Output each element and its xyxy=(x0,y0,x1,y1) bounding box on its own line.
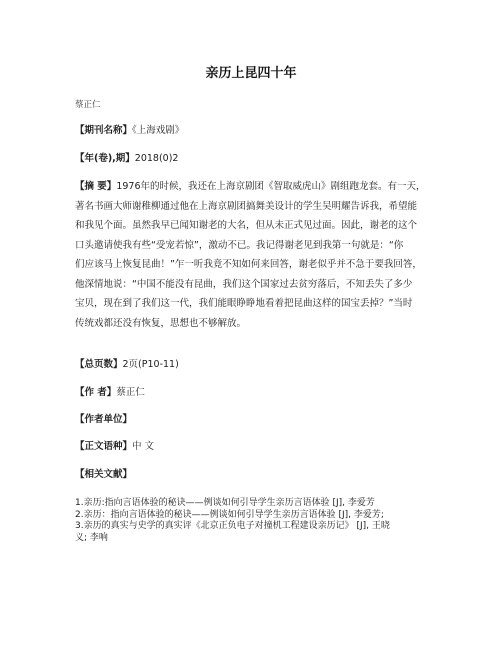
page-title: 亲历上昆四十年 xyxy=(205,66,297,81)
author-label: 【作 者】 xyxy=(75,387,117,398)
pages-field xyxy=(75,355,430,375)
pages-value: 2页(P10-11) xyxy=(122,359,179,370)
unit-field xyxy=(75,410,430,430)
related-field xyxy=(75,465,430,485)
abstract-line: 们应该马上恢复昆曲！”乍一听我竟不知如何来回答，谢老似乎并不急于要我回答， xyxy=(75,259,422,270)
year-field xyxy=(75,149,430,169)
reference-item: 3.亲历的真实与史学的真实评《北京正负电子对撞机工程建设亲历记》 [J], 王晓 xyxy=(75,521,390,531)
author-line: 蔡正仁 xyxy=(75,100,101,110)
pages-label: 【总页数】 xyxy=(75,359,123,370)
related-label: 【相关文献】 xyxy=(75,469,133,480)
abstract-line: 【摘 要】1976年的时候，我还在上海京剧团《智取威虎山》剧组跑龙套。有一天， xyxy=(75,181,426,192)
abstract-line: 宝贝，现在到了我们这一代，我们能眼睁睁地看着把昆曲这样的国宝丢掉？”当时 xyxy=(75,298,413,309)
reference-item: 2.亲历：指向言语体验的秘诀——例谈如何引导学生亲历言语体验 [J], 李爱芳; xyxy=(75,509,384,520)
year-label: 【年(卷),期】 xyxy=(75,153,135,164)
unit-label: 【作者单位】 xyxy=(75,414,133,425)
abstract-line: 著名书画大师谢稚柳通过他在上海京剧团搞舞美设计的学生吴明耀告诉我，希望能 xyxy=(75,200,418,212)
abstract-field xyxy=(75,177,430,333)
lang-field xyxy=(75,437,430,457)
author-field xyxy=(75,383,430,403)
references-list xyxy=(75,498,430,544)
lang-value: 中 文 xyxy=(132,441,155,452)
author-value: 蔡正仁 xyxy=(116,387,145,398)
journal-field xyxy=(75,121,430,141)
abstract-line: 他深情地说：“中国不能没有昆曲，我们这个国家过去贫穷落后，不知丢失了多少 xyxy=(75,278,413,290)
abstract-label: 【摘 要】 xyxy=(75,181,117,192)
journal-label: 【期刊名称】 xyxy=(75,125,133,136)
lang-label: 【正文语种】 xyxy=(75,441,133,452)
abstract-line: 和我见个面。虽然我早已闻知谢老的大名，但从未正式见过面。因此，谢老的这个 xyxy=(75,220,418,231)
abstract-line: 传统戏都还没有恢复，思想也不够解放。 xyxy=(75,317,247,329)
year-value: 2018(0)2 xyxy=(134,153,179,164)
reference-item: 义; 李响 xyxy=(75,532,108,543)
journal-value: 《上海戏剧》 xyxy=(132,125,185,136)
abstract-line: 口头邀请使我有些“受宠若惊”，激动不已。我记得谢老见到我第一句就是：“你 xyxy=(75,239,404,251)
reference-item: 1.亲历:指向言语体验的秘诀——例谈如何引导学生亲历言语体验 [J], 李爱芳 xyxy=(75,498,375,508)
